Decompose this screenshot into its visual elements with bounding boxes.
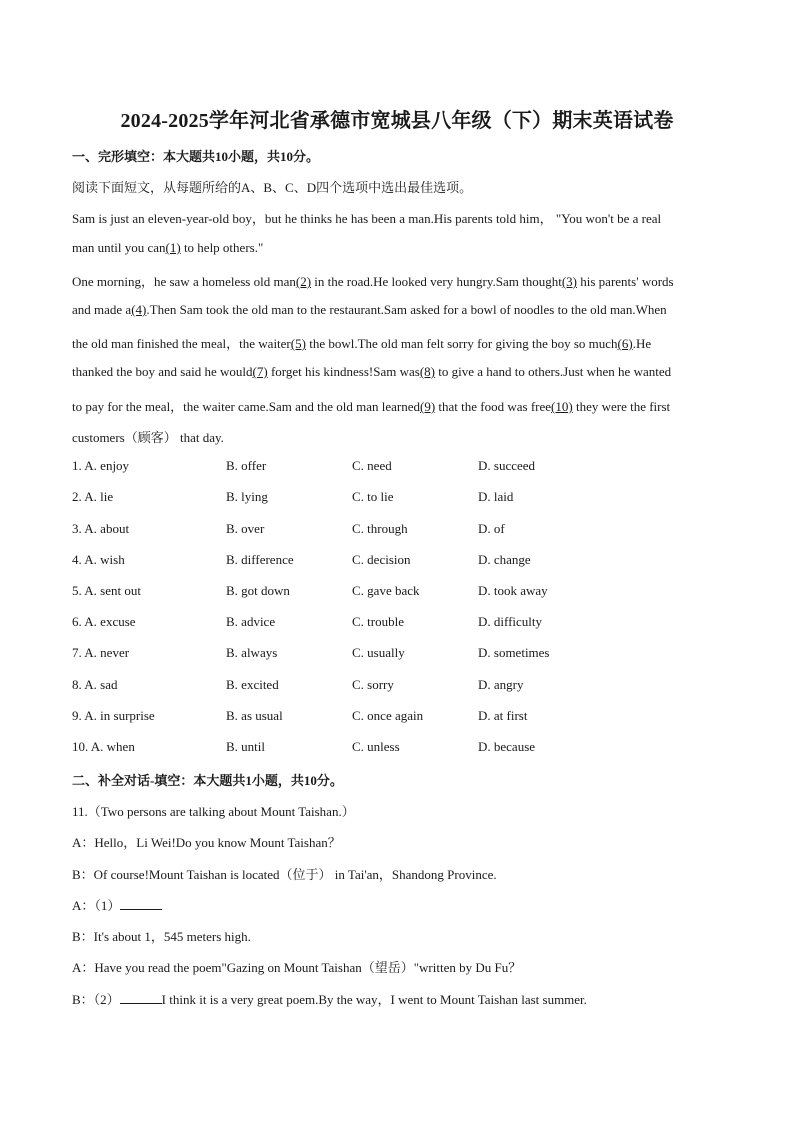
dialogue-line-4: B：It's about 1，545 meters high. [72,929,251,944]
blank-1: (1) [165,240,181,255]
question-7-option-c: C. usually [352,645,405,660]
question-1-option-a: 1. A. enjoy [72,458,130,473]
question-5-option-b: B. got down [226,583,290,598]
question-8-option-b: B. excited [226,677,279,692]
section1-instruction: 阅读下面短文，从每题所给的A、B、C、D四个选项中选出最佳选项。 [72,180,473,195]
dialogue-line-3: A：（1） [72,895,162,914]
question-3-option-c: C. through [352,521,408,536]
question-9-option-a: 9. A. in surprise [72,708,155,723]
answer-blank-1[interactable] [120,898,162,910]
question-1-option-d: D. succeed [478,458,536,473]
section2-heading: 二、补全对话-填空：本大题共1小题，共10分。 [72,773,343,788]
dialogue-line-5: A：Have you read the poem"Gazing on Mount Taishan（望岳）"written by Du Fu？ [72,960,522,975]
passage-line-6: thanked the boy and said he would(7) forget his kindness!Sam was(8) to give a hand to others.Just when he wanted [72,364,672,379]
question-8-option-d: D. angry [478,677,524,692]
question-4-option-d: D. change [478,552,531,567]
passage-line-5: the old man finished the meal，the waiter(5) the bowl.The old man felt sorry for giving the boy so much(6).He [72,336,652,351]
question-6-option-c: C. trouble [352,614,404,629]
question-5-option-d: D. took away [478,583,548,598]
question-10-option-b: B. until [226,739,266,754]
question-6-option-d: D. difficulty [478,614,543,629]
question-10-option-a: 10. A. when [72,739,135,754]
blank-9: (9) [419,399,436,414]
question-4-option-a: 4. A. wish [72,552,125,567]
answer-blank-2[interactable] [120,992,162,1004]
dialogue-line-2: B：Of course!Mount Taishan is located（位于） in Tai'an，Shandong Province. [72,867,497,882]
question-2-option-c: C. to lie [352,489,394,504]
passage-line-7: to pay for the meal，the waiter came.Sam and the old man learned(9) that the food was free(10) they were the first [72,399,671,414]
passage-line-2: man until you can(1) to help others." [72,240,264,255]
dialogue-line-1: A：Hello，Li Wei!Do you know Mount Taishan？ [72,835,341,850]
question-10-option-c: C. unless [352,739,400,754]
question-5-option-a: 5. A. sent out [72,583,141,598]
question-7-option-a: 7. A. never [72,645,130,660]
question-9-option-c: C. once again [352,708,424,723]
question-4-option-c: C. decision [352,552,411,567]
question-3-option-b: B. over [226,521,265,536]
passage-line-1: Sam is just an eleven-year-old boy，but he thinks he has been a man.His parents told him， "You won't be a real [72,211,662,226]
question-8-option-a: 8. A. sad [72,677,118,692]
question-1-option-b: B. offer [226,458,267,473]
section1-heading: 一、完形填空：本大题共10小题，共10分。 [72,149,320,164]
question-3-option-d: D. of [478,521,505,536]
question-7-option-d: D. sometimes [478,645,550,660]
question-3-option-a: 3. A. about [72,521,130,536]
question-6-option-a: 6. A. excuse [72,614,136,629]
question-9-option-b: B. as usual [226,708,283,723]
question-4-option-b: B. difference [226,552,294,567]
blank-7: (7) [252,364,268,379]
question-2-option-a: 2. A. lie [72,489,114,504]
dialogue-line-6: B：（2） I think it is a very great poem.By the way，I went to Mount Taishan last summer. [72,992,587,1007]
blank-8: (8) [419,364,435,379]
passage-line-8: customers（顾客） that day. [72,430,224,445]
blank-3: (3) [561,274,578,289]
passage-line-3: One morning，he saw a homeless old man(2) in the road.He looked very hungry.Sam thought(3) his parents' words [72,274,674,289]
question-2-option-d: D. laid [478,489,514,504]
question-2-option-b: B. lying [226,489,268,504]
question-1-option-c: C. need [352,458,392,473]
passage-line-4: and made a(4).Then Sam took the old man to the restaurant.Sam asked for a bowl of noodles to the old man.When [72,302,667,317]
blank-4: (4) [131,302,147,317]
blank-6: (6) [617,336,633,351]
question-6-option-b: B. advice [226,614,276,629]
exam-title: 2024-2025学年河北省承德市宽城县八年级（下）期末英语试卷 [120,110,674,132]
blank-5: (5) [290,336,306,351]
blank-10: (10) [551,399,573,414]
dialogue-intro: 11.（Two persons are talking about Mount Taishan.） [72,804,355,819]
question-9-option-d: D. at first [478,708,528,723]
question-10-option-d: D. because [478,739,536,754]
question-8-option-c: C. sorry [352,677,394,692]
question-7-option-b: B. always [226,645,278,660]
question-5-option-c: C. gave back [352,583,420,598]
blank-2: (2) [295,274,312,289]
